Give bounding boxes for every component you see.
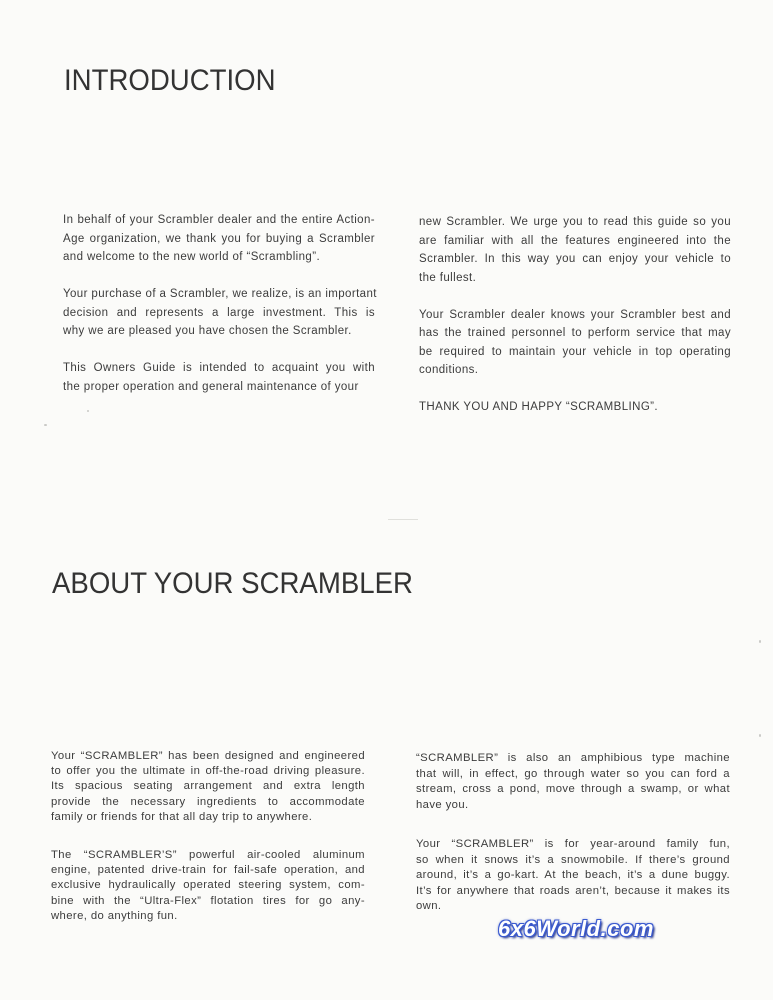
text-line: be required to maintain your vehicle in top operating	[419, 345, 731, 358]
introduction-right-column	[419, 213, 731, 435]
paragraph	[63, 359, 375, 396]
text-line: exclusive hydraulically operated steering system, com-	[51, 879, 365, 892]
introduction-left-column	[63, 211, 375, 415]
text-line: THANK YOU AND HAPPY “SCRAMBLING”.	[419, 401, 658, 413]
site-watermark: 6x6World.com	[498, 916, 654, 941]
text-line: Your “SCRAMBLER” is for year-around family fun,	[416, 838, 730, 850]
text-line: where, do anything fun.	[51, 909, 178, 922]
text-line: so when it snows it’s a snowmobile. If there’s ground	[416, 853, 730, 866]
text-line: why we are pleased you have chosen the Scrambler.	[63, 325, 352, 337]
text-line: bine with the “Ultra-Flex” flotation tires for go any-	[51, 894, 365, 907]
text-line: around, it’s a go-kart. At the beach, it’s a dune buggy.	[416, 869, 730, 881]
text-line: Your purchase of a Scrambler, we realize, is an important	[63, 288, 377, 300]
text-line: Scrambler. In this way you can enjoy your vehicle to	[419, 253, 731, 265]
text-line: to offer you the ultimate in off-the-road driving pleasure.	[51, 765, 365, 778]
paragraph	[63, 211, 375, 267]
paragraph	[416, 837, 730, 915]
scan-speck	[44, 424, 47, 426]
scan-speck	[759, 734, 761, 737]
text-line: has the trained personnel to perform service that may	[419, 327, 731, 339]
text-line: provide the necessary ingredients to accommodate	[51, 795, 365, 808]
about-heading: ABOUT YOUR SCRAMBLER	[52, 567, 413, 600]
text-line: Its spacious seating arrangement and extra length	[51, 780, 365, 793]
introduction-heading: INTRODUCTION	[64, 64, 276, 97]
text-line: decision and represents a large investment. This is	[63, 306, 375, 319]
text-line: Your Scrambler dealer knows your Scrambler best and	[419, 308, 731, 321]
text-line: are familiar with all the features engineered into the	[419, 234, 731, 247]
text-line: Age organization, we thank you for buying a Scrambler	[63, 232, 375, 245]
text-line: This Owners Guide is intended to acquaint you with	[63, 362, 375, 374]
paragraph	[63, 285, 375, 341]
scan-speck	[388, 519, 418, 520]
text-line: family or friends for that all day trip to anywhere.	[51, 810, 313, 823]
about-left-column	[51, 749, 365, 947]
scan-speck	[759, 640, 761, 643]
text-line: The “SCRAMBLER’S” powerful air-cooled aluminum	[51, 849, 365, 862]
text-line: It’s for anywhere that roads aren’t, because it makes its	[416, 884, 730, 897]
scan-speck	[87, 410, 89, 412]
text-line: that will, in effect, go through water so you can ford a	[416, 767, 730, 780]
text-line: and welcome to the new world of “Scrambling”.	[63, 251, 321, 263]
text-line: “SCRAMBLER” is also an amphibious type machine	[416, 752, 730, 764]
text-line: new Scrambler. We urge you to read this guide so you	[419, 216, 731, 228]
paragraph	[419, 306, 731, 380]
text-line: engine, patented drive-train for fail-safe operation, and	[51, 864, 365, 877]
text-line: the proper operation and general maintenance of your	[63, 380, 359, 393]
text-line: the fullest.	[419, 271, 477, 284]
text-line: own.	[416, 900, 442, 912]
text-line: stream, cross a pond, move through a swamp, or what	[416, 783, 730, 795]
text-line: Your “SCRAMBLER” has been designed and engineered	[51, 750, 365, 762]
paragraph	[416, 751, 730, 813]
text-line: have you.	[416, 798, 469, 811]
paragraph	[419, 398, 731, 417]
text-line: conditions.	[419, 364, 479, 376]
paragraph	[419, 213, 731, 287]
paragraph	[51, 749, 365, 825]
paragraph	[51, 848, 365, 924]
about-right-column	[416, 751, 730, 939]
text-line: In behalf of your Scrambler dealer and the entire Action-	[63, 214, 375, 226]
